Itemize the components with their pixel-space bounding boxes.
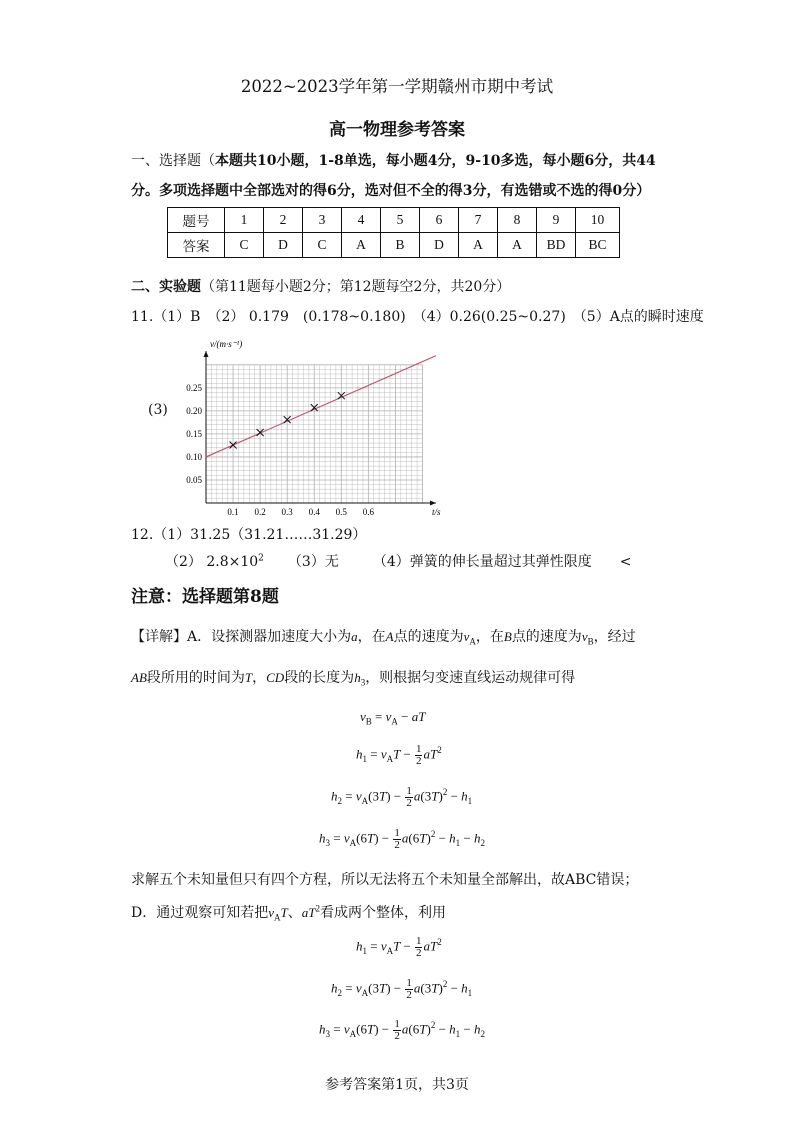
equation-h1: $h_1 = v_AT$ − $\frac{1}{2}$ $aT^2$ [356,743,442,767]
number-cell: 7 [459,208,498,233]
answer-cell: D [420,233,459,258]
option-d-line: D．通过观察可知若把$v_AT$、$aT^2$看成两个整体，利用 [131,903,446,923]
answer-cell: A [342,233,381,258]
answer-cell: BC [576,233,620,258]
equation-h3: $h_3 = v_A(6T)$ − $\frac{1}{2}$ $a(6T)^2 - h_1 - h_2$ [319,827,485,851]
page-footer: 参考答案第1页，共3页 [325,1077,469,1093]
answer-cell: A [498,233,537,258]
answer-table [167,207,620,258]
y-tick-label: 0.10 [186,451,202,462]
number-cell: 1 [225,208,264,233]
chart-tick-labels [186,383,374,517]
conclusion-line: 求解五个未知量但只有四个方程，所以无法将五个未知量全部解出，故ABC错误； [131,872,639,888]
answer-cell: BD [537,233,576,258]
number-cell: 2 [264,208,303,233]
detail-line2: AB段所用的时间为T，CD段的长度为$h_3$，则根据匀变速直线运动规律可得 [131,670,576,688]
velocity-time-chart [170,333,460,523]
equation-h3-repeat: $h_3 = v_A(6T)$ − $\frac{1}{2}$ $a(6T)^2 - h_1 - h_2$ [319,1018,485,1042]
answer-table-answer-row [168,233,620,258]
number-cell: 8 [498,208,537,233]
y-tick-label: 0.20 [186,405,202,416]
answer-table-number-row [168,208,620,233]
chart-x-label: t/s [432,507,441,517]
detail-line1: 【详解】A．设探测器加速度大小为a，在A点的速度为$v_A$，在B点的速度为$v_B$，经过 [131,629,636,647]
answer-key-title: 高一物理参考答案 [329,120,465,140]
number-cell: 9 [537,208,576,233]
q11-answers: 11.（1）B （2） 0.179 (0.178~0.180) （4）0.26(0.25~0.27) （5）A点的瞬时速度 [131,309,704,325]
y-tick-label: 0.05 [186,474,202,485]
answer-cell: B [381,233,420,258]
x-tick-label: 0.4 [308,507,320,517]
y-tick-label: 0.25 [186,382,202,393]
x-tick-label: 0.1 [227,507,239,517]
number-cell: 3 [303,208,342,233]
q11-part3-label: (3) [148,402,168,418]
y-tick-label: 0.15 [186,428,202,439]
answer-cell: A [459,233,498,258]
x-tick-label: 0.6 [362,507,374,517]
answer-cell: D [264,233,303,258]
equation-h1-repeat: $h_1 = v_AT$ − $\frac{1}{2}$ $aT^2$ [356,935,442,959]
x-axis-arrow-icon [430,501,436,506]
number-cell: 6 [420,208,459,233]
number-cell: 10 [576,208,620,233]
chart-grid [206,365,422,503]
q12-line2: （2） $2.8\times 10^2$ （3）无 （4）弹簧的伸长量超过其弹性限度 < [165,553,632,570]
x-tick-label: 0.3 [281,507,293,517]
section1-line2: 分。多项选择题中全部选对的得6分，选对但不全的得3分，有选错或不选的得0分） [131,183,651,199]
y-axis-arrow-icon [204,351,209,357]
answer-cell: C [303,233,342,258]
note-heading: 注意：选择题第8题 [131,587,279,607]
row-label-number: 题号 [168,208,225,233]
equation-h2: $h_2 = v_A(3T)$ − $\frac{1}{2}$ $a(3T)^2 - h_1$ [331,785,473,809]
section1-line1: 一、选择题（本题共10小题，1-8单选，每小题4分，9-10多选，每小题6分，共44 [131,153,656,169]
number-cell: 4 [342,208,381,233]
number-cell: 5 [381,208,420,233]
section2-title: 二、实验题（第11题每小题2分；第12题每空2分，共20分） [131,279,511,295]
equation-vb: $v_B = v_A$ − aT [360,709,426,727]
x-tick-label: 0.2 [254,507,266,517]
x-tick-label: 0.5 [335,507,347,517]
exam-title: 2022~2023学年第一学期赣州市期中考试 [240,77,554,96]
row-label-answer: 答案 [168,233,225,258]
chart-y-label: v/(m·s⁻¹) [210,339,243,349]
equation-h2-repeat: $h_2 = v_A(3T)$ − $\frac{1}{2}$ $a(3T)^2 - h_1$ [331,977,473,1001]
answer-cell: C [225,233,264,258]
q12-line1: 12.（1）31.25（31.21……31.29） [131,527,367,543]
